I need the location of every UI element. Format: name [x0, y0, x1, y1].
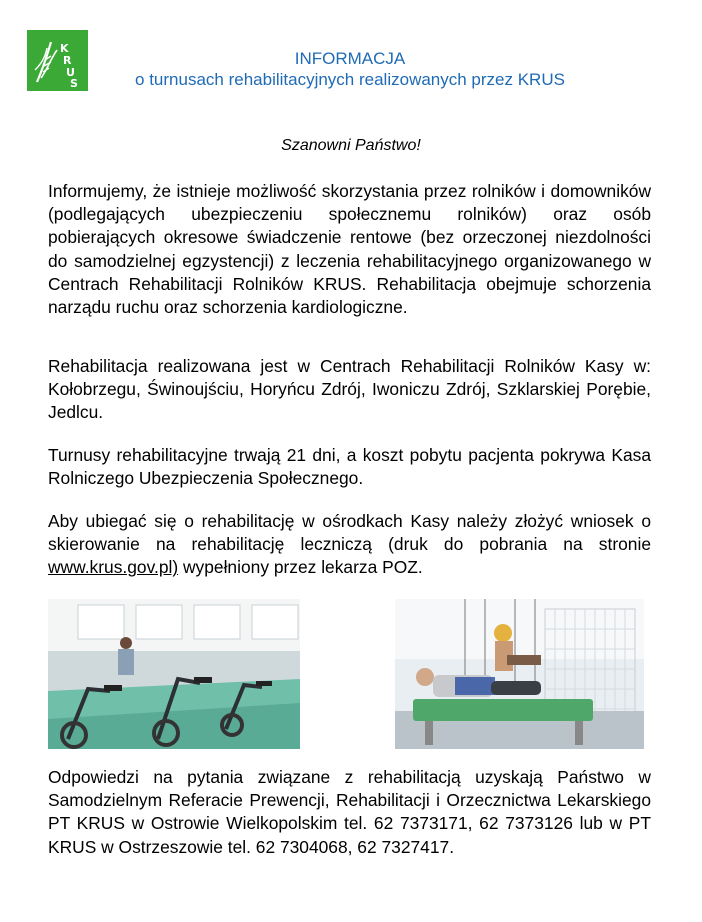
svg-text:K: K [60, 42, 69, 55]
svg-text:R: R [63, 54, 72, 67]
application-text-after: wypełniony przez lekarza POZ. [178, 557, 423, 578]
rehab-photo [395, 599, 644, 749]
gym-photo [48, 599, 300, 749]
svg-text:U: U [66, 66, 75, 79]
paragraph-intro: Informujemy, że istnieje możliwość skorzystania przez rolników i domowników (podlegających ubezpieczeniu społecznemu rolników) oraz osób pobierających okresowe świadczenie rentowe (bez orzeczonej niezdolności do samodzielnej egzystencji) z leczenia rehabilitacyjnego organizowanego w Centrach Rehabilitacji Rolników KRUS. Rehabilitacja obejmuje schorzenia narządu ruchu oraz schorzenia kardiologiczne. [48, 181, 651, 318]
krus-logo [27, 30, 88, 91]
header-title: INFORMACJA [294, 49, 406, 68]
krus-website-link[interactable]: www.krus.gov.pl) [48, 557, 179, 578]
header-subtitle: o turnusach rehabilitacyjnych realizowanych przez KRUS [135, 70, 565, 89]
paragraph-duration: Turnusy rehabilitacyjne trwają 21 dni, a koszt pobytu pacjenta pokrywa Kasa Rolniczego Ubezpieczenia Społecznego. [48, 445, 651, 489]
greeting: Szanowni Państwo! [281, 137, 421, 154]
svg-text:S: S [70, 77, 78, 90]
document-header [95, 48, 605, 90]
paragraph-contact: Odpowiedzi na pytania związane z rehabilitacją uzyskają Państwo w Samodzielnym Referacie Prewencji, Rehabilitacji i Orzecznictwa Lekarskiego PT KRUS w Ostrowie Wielkopolskim tel. 62 7373171, 62 7373126 lub w PT KRUS w Ostrzeszowie tel. 62 7304068, 62 7327417. [48, 767, 651, 857]
application-text-before: Aby ubiegać się o rehabilitację w ośrodkach Kasy należy złożyć wniosek o skierowanie na rehabilitację leczniczą (druk do pobrania na stronie [48, 511, 651, 555]
paragraph-application [48, 510, 651, 580]
paragraph-centers: Rehabilitacja realizowana jest w Centrach Rehabilitacji Rolników Kasy w: Kołobrzegu, Świnoujściu, Horyńcu Zdrój, Iwoniczu Zdrój, Szklarskiej Porębie, Jedlcu. [48, 356, 651, 423]
